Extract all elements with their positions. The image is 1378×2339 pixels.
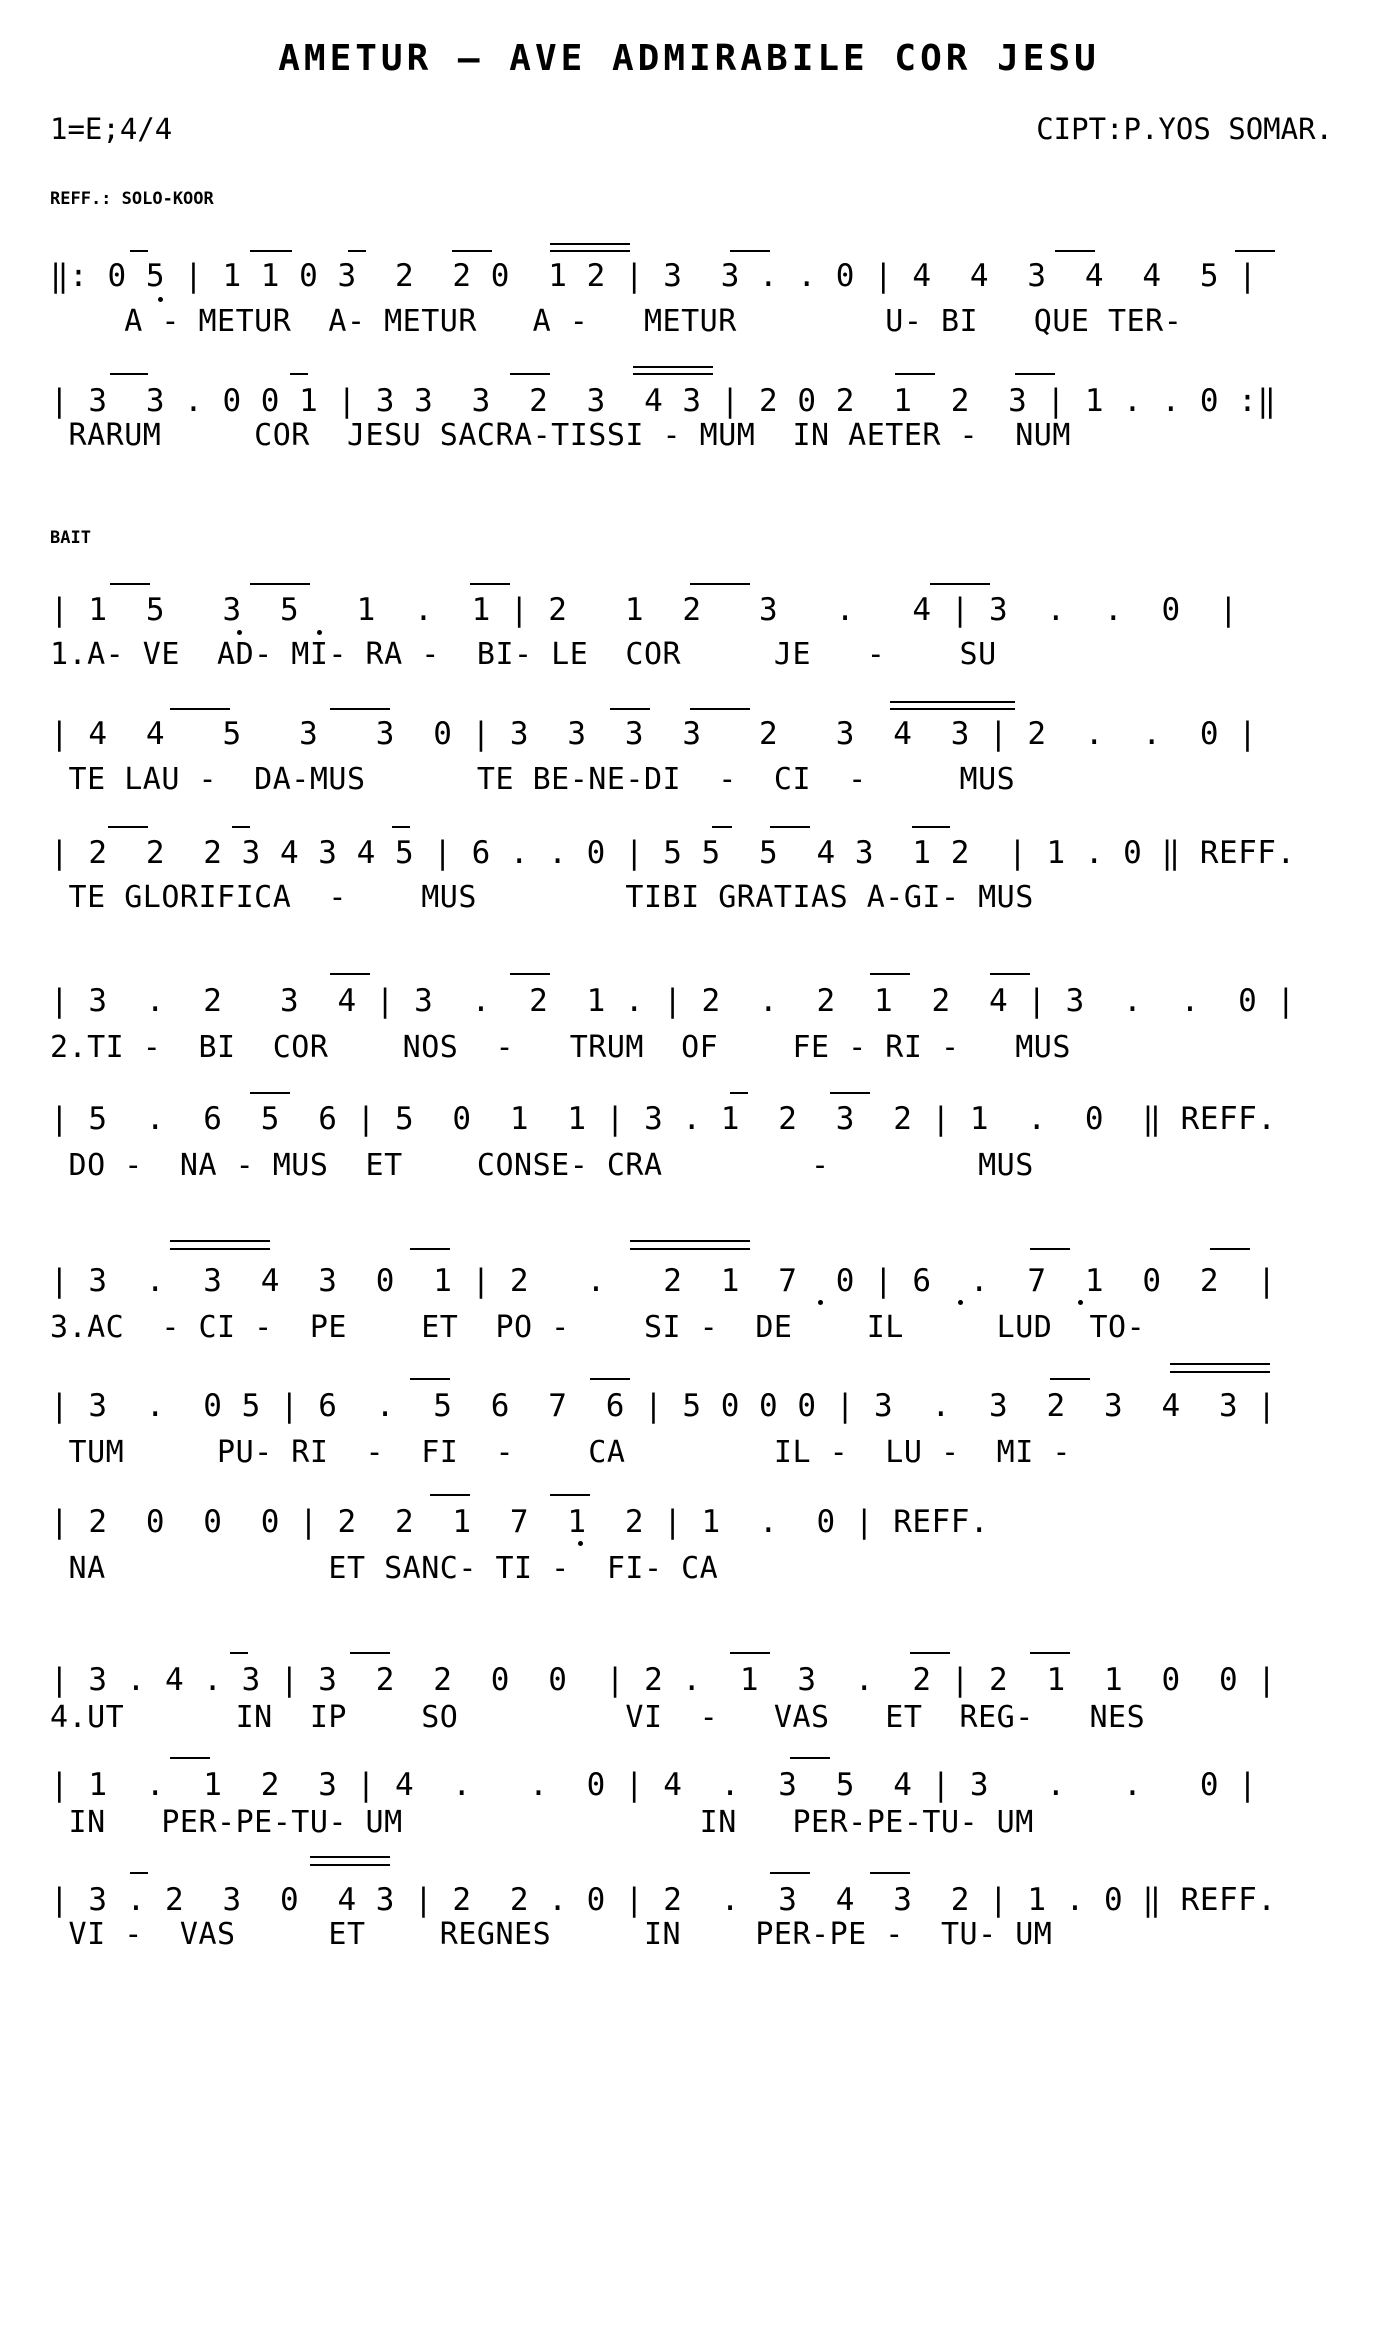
notation-line: | 1 5 3 5 1 . 1 | 2 1 2 3 . 4 | 3 . . 0 | — [50, 592, 1239, 628]
lyric-line: RARUM COR JESU SACRA-TISSI - MUM IN AETER - NUM — [50, 418, 1071, 453]
notation-line: | 3 . 4 . 3 | 3 2 2 0 0 | 2 . 1 3 . 2 | 2 1 1 0 0 | — [50, 1662, 1277, 1698]
notation-line: | 3 3 . 0 0 1 | 3 3 3 2 3 4 3 | 2 0 2 1 2 3 | 1 . . 0 :‖ — [50, 383, 1277, 419]
notation-line: | 4 4 5 3 3 0 | 3 3 3 3 2 3 4 3 | 2 . . 0 | — [50, 716, 1258, 752]
lyric-line: 4.UT IN IP SO VI - VAS ET REG- NES — [50, 1700, 1146, 1735]
lyric-line: NA ET SANC- TI - FI- CA — [50, 1551, 719, 1586]
lyric-line: TUM PU- RI - FI - CA IL - LU - MI - — [50, 1435, 1071, 1470]
lyric-line: TE LAU - DA-MUS TE BE-NE-DI - CI - MUS — [50, 762, 1016, 797]
lyric-line: DO - NA - MUS ET CONSE- CRA - MUS — [50, 1148, 1034, 1183]
lyric-line: 3.AC - CI - PE ET PO - SI - DE IL LUD TO- — [50, 1310, 1146, 1345]
lyric-line: IN PER-PE-TU- UM IN PER-PE-TU- UM — [50, 1805, 1034, 1840]
lyric-line: 2.TI - BI COR NOS - TRUM OF FE - RI - MUS — [50, 1030, 1071, 1065]
notation-line: ‖: 0 5 | 1 1 0 3 2 2 0 1 2 | 3 3 . . 0 | 4 4 3 4 4 5 | — [50, 258, 1258, 294]
notation-line: | 1 . 1 2 3 | 4 . . 0 | 4 . 3 5 4 | 3 . . 0 | — [50, 1767, 1258, 1803]
lyric-line: 1.A- VE AD- MI- RA - BI- LE COR JE - SU — [50, 637, 997, 672]
notation-line: | 3 . 2 3 0 4 3 | 2 2 . 0 | 2 . 3 4 3 2 | 1 . 0 ‖ REFF. — [50, 1882, 1277, 1918]
lyric-line: A - METUR A- METUR A - METUR U- BI QUE TER- — [50, 304, 1183, 339]
verse-label: BAIT — [50, 528, 91, 548]
refrain-label: REFF.: SOLO-KOOR — [50, 189, 214, 209]
lyric-line: TE GLORIFICA - MUS TIBI GRATIAS A-GI- MUS — [50, 880, 1034, 915]
notation-line: | 2 2 2 3 4 3 4 5 | 6 . . 0 | 5 5 5 4 3 1 2 | 1 . 0 ‖ REFF. — [50, 835, 1296, 871]
notation-line: | 3 . 2 3 4 | 3 . 2 1 . | 2 . 2 1 2 4 | 3 . . 0 | — [50, 983, 1296, 1019]
notation-line: | 2 0 0 0 | 2 2 1 7 1 2 | 1 . 0 | REFF. — [50, 1504, 990, 1540]
notation-line: | 3 . 0 5 | 6 . 5 6 7 6 | 5 0 0 0 | 3 . 3 2 3 4 3 | — [50, 1388, 1277, 1424]
key-signature: 1=E;4/4 — [50, 112, 173, 146]
notation-line: | 5 . 6 5 6 | 5 0 1 1 | 3 . 1 2 3 2 | 1 . 0 ‖ REFF. — [50, 1101, 1277, 1137]
lyric-line: VI - VAS ET REGNES IN PER-PE - TU- UM — [50, 1917, 1053, 1952]
song-title: AMETUR – AVE ADMIRABILE COR JESU — [278, 38, 1100, 79]
composer-credit: CIPT:P.YOS SOMAR. — [1036, 112, 1333, 146]
notation-line: | 3 . 3 4 3 0 1 | 2 . 2 1 7 0 | 6 . 7 1 0 2 | — [50, 1263, 1277, 1299]
